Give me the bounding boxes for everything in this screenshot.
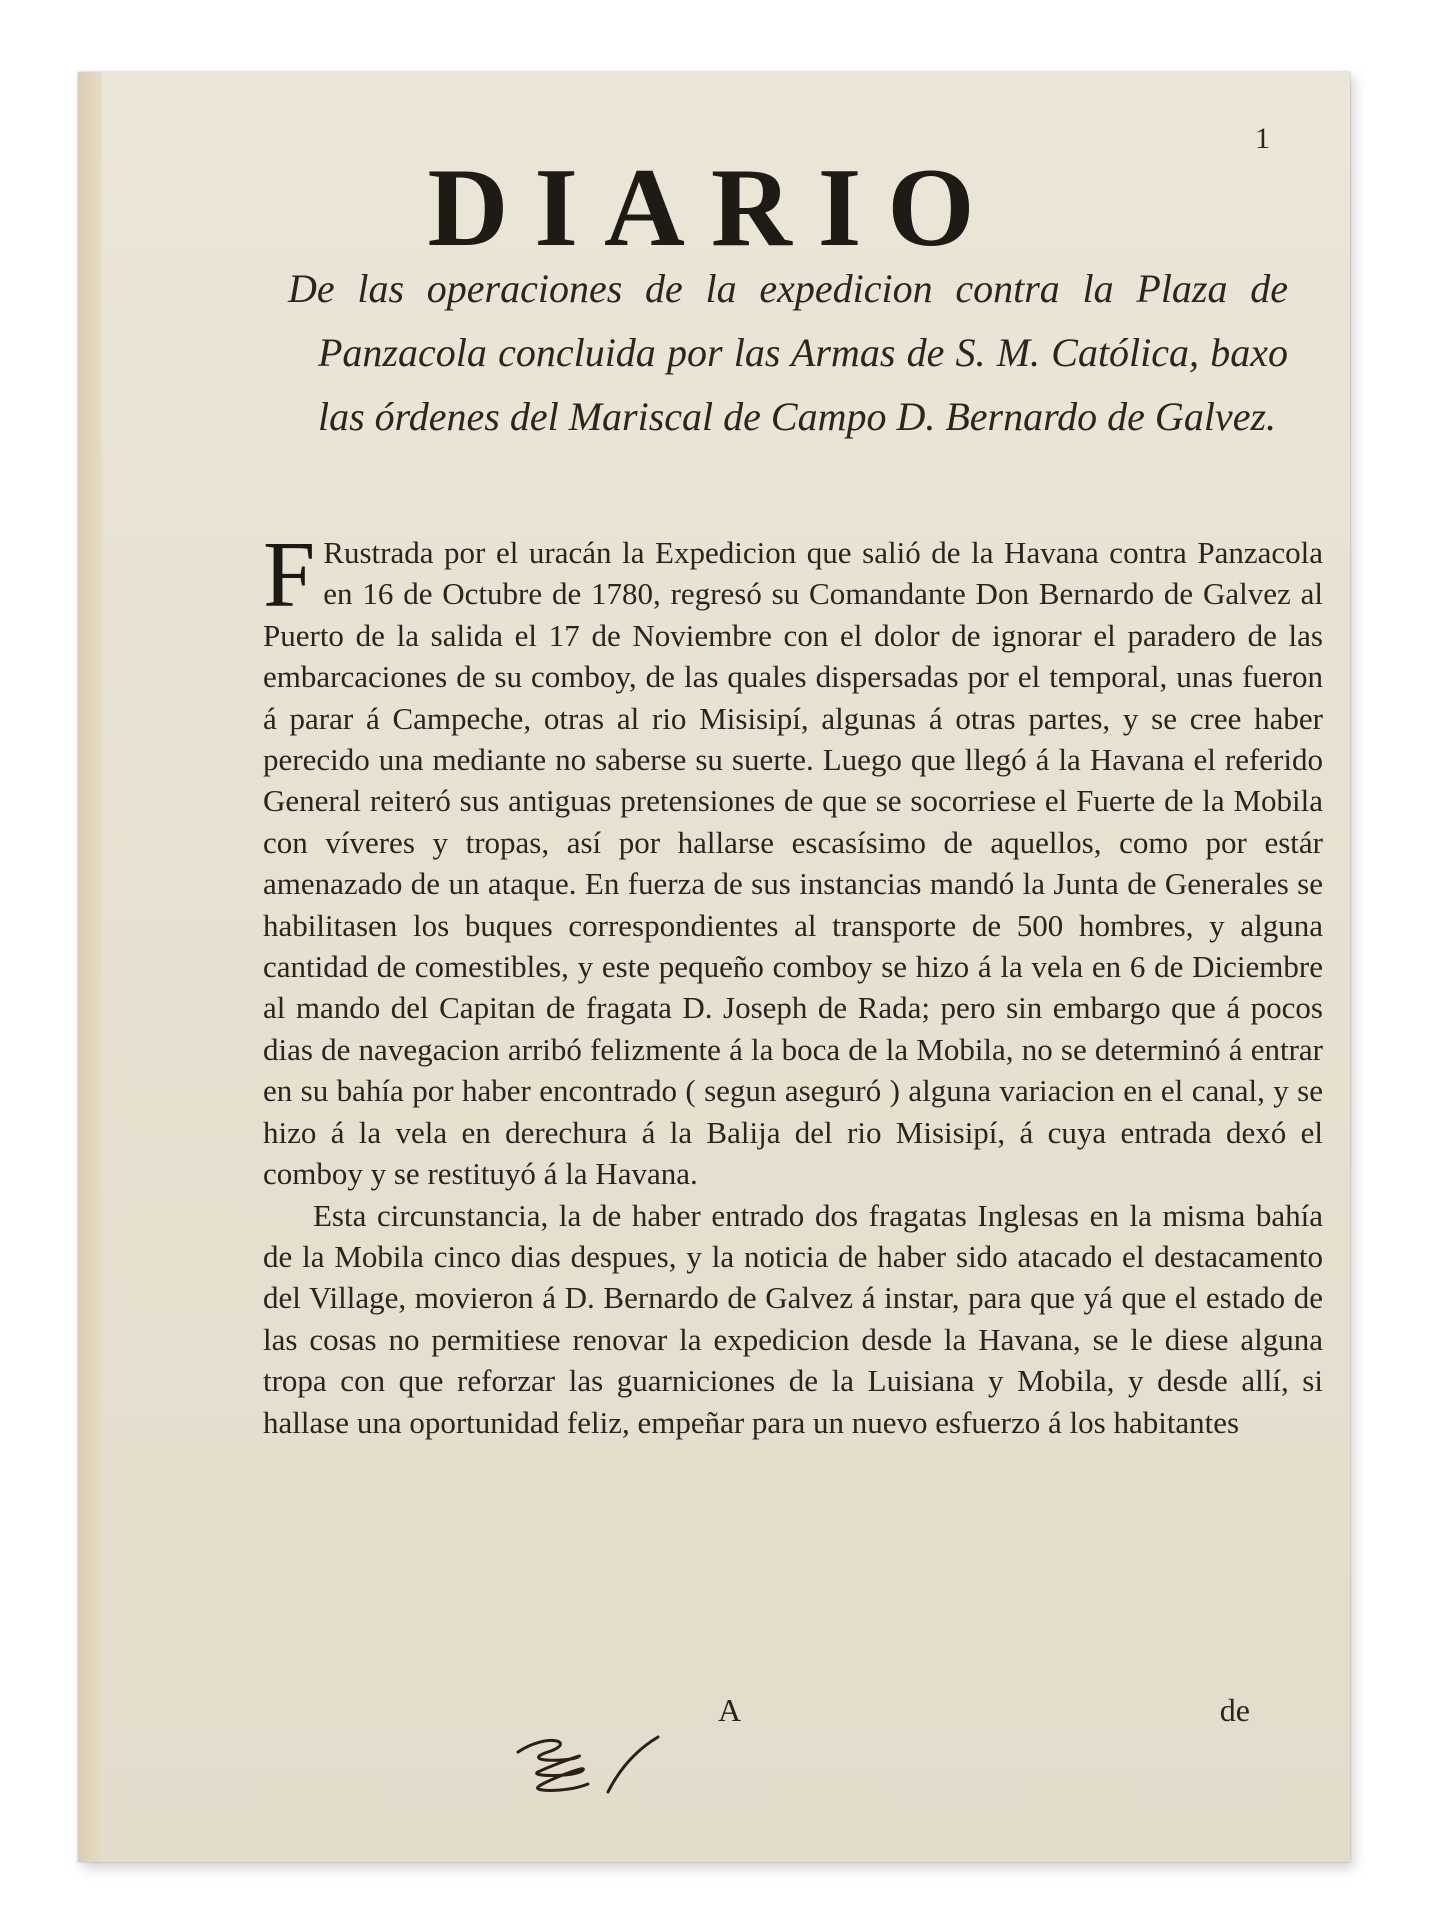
drop-cap: F <box>263 523 316 627</box>
document-subtitle: De las operaciones de la expedicion contra la Plaza de Panzacola concluida por las Armas de S. M. Católica, baxo las órdenes del Mariscal de Campo D. Bernardo de Galvez. <box>288 266 1288 439</box>
paragraph-1-text: Rustrada por el uracán la Expedicion que salió de la Havana contra Panzacola en 16 de Octubre de 1780, regresó su Comandante Don Bernardo de Galvez al Puerto de la salida el 17 de Noviembre con el dolor de ignorar el paradero de las embarcaciones de su comboy, de las quales dispersadas por el temporal, unas fueron á parar á Campeche, otras al rio Misisipí, algunas á otras partes, y se cree haber perecido una mediante no saberse su suerte. Luego que llegó á la Havana el referido General reiteró sus antiguas pretensiones de que se socorriese el Fuerte de la Mobila con víveres y tropas, así por hallarse escasísimo de aquellos, como por estár amenazado de un ataque. En fuerza de sus instancias mandó la Junta de Generales se habilitasen los buques correspondientes al transporte de 500 hombres, y alguna cantidad de comestibles, y este pequeño comboy se hizo á la vela en 6 de Diciembre al mando del Capitan de fragata D. Joseph de Rada; pero sin embargo que á pocos dias de navegacion arribó felizmente á la boca de la Mobila, no se determinó á entrar en su bahía por haber encontrado ( segun aseguró ) alguna variacion en el canal, y se hizo á la vela en derechura á la Balija del rio Misisipí, á cuya entrada dexó el comboy y se restituyó á la Havana. <box>263 535 1323 1192</box>
document-body <box>263 523 1323 1443</box>
document-title: DIARIO <box>427 146 1001 270</box>
catchword: de <box>1219 1692 1250 1728</box>
handwritten-flourish-icon <box>508 1722 668 1802</box>
signature-mark: A <box>718 1692 742 1728</box>
page-number: 1 <box>1255 122 1270 155</box>
paragraph-2: Esta circunstancia, la de haber entrado dos fragatas Inglesas en la misma bahía de la Mobila cinco dias despues, y la noticia de haber sido atacado el destacamento del Village, movieron á D. Bernardo de Galvez á instar, para que yá que el estado de las cosas no permitiese renovar la expedicion desde la Havana, se le diese alguna tropa con que reforzar las guarniciones de la Luisiana y Mobila, y desde allí, si hallase una oportunidad feliz, empeñar para un nuevo esfuerzo á los habitantes <box>263 1197 1323 1440</box>
document-page <box>78 72 1350 1862</box>
paragraph-1 <box>263 523 1323 1195</box>
page-binding-edge <box>78 72 102 1862</box>
